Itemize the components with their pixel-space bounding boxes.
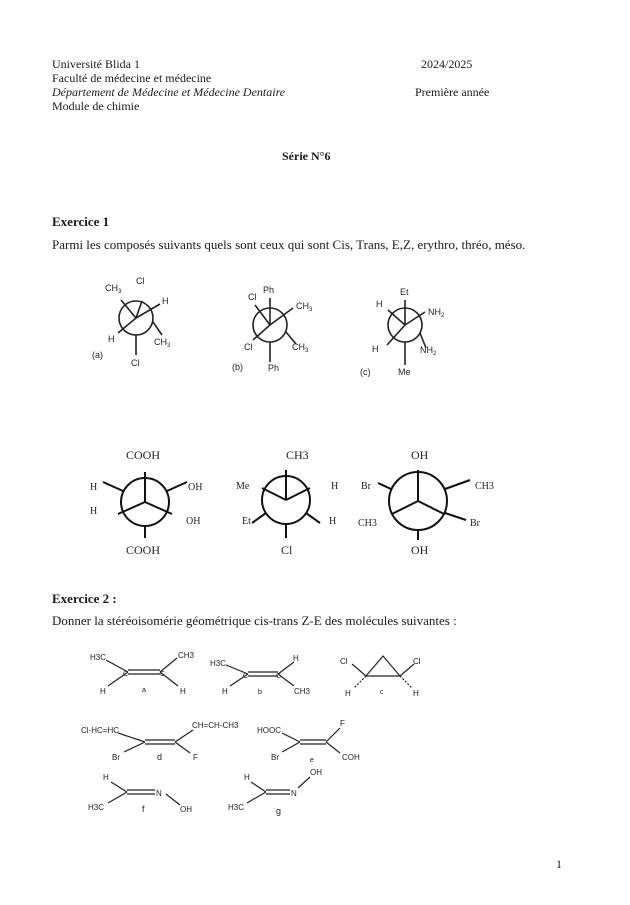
b-ph-top-label: Ph	[263, 285, 275, 295]
molecule-d	[118, 730, 193, 753]
d-left-top-label: H	[90, 482, 98, 493]
mol-a-bl: H	[100, 687, 106, 696]
molecule-c	[352, 656, 414, 688]
newman-projection-d	[103, 472, 187, 538]
academic-year: 2024/2025	[421, 57, 473, 71]
mol-g-caption: g	[276, 806, 282, 816]
exercise-1-question: Parmi les composés suivants quels sont ceux qui sont Cis, Trans, E,Z, erythro, thréo, méso.	[52, 237, 526, 252]
e-left-top-label: Me	[236, 481, 250, 492]
molecule-b	[226, 662, 294, 686]
a-h-left-label: H	[108, 334, 115, 344]
b-ch3-right-label: $CH_3$	[296, 301, 313, 313]
module-name: Module de chimie	[52, 99, 140, 113]
mol-e-caption: e	[310, 757, 314, 764]
faculty-name: Faculté de médecine et médecine	[52, 71, 212, 85]
mol-c-r: Cl	[413, 657, 421, 666]
mol-b-bl: H	[222, 687, 228, 696]
b-ch3-bottom-label: $CH_3$	[292, 342, 309, 354]
mol-f-ch3: H3C	[88, 803, 105, 812]
mol-d-br: F	[193, 753, 198, 762]
d-left-bottom-label: H	[90, 506, 98, 517]
a-cl-top-label: Cl	[136, 276, 145, 286]
mol-g-h: H	[244, 773, 250, 782]
d-bottom-label: COOH	[126, 543, 161, 557]
f-bottom-label: OH	[411, 543, 429, 557]
mol-a-c1: C	[123, 671, 129, 678]
mol-b-caption: b	[258, 689, 262, 696]
a-h-right-label: H	[162, 296, 169, 306]
mol-e-br: COH	[342, 753, 360, 762]
molecule-a	[106, 658, 178, 686]
a-caption: (a)	[92, 350, 103, 360]
b-ph-bottom-label: Ph	[268, 363, 280, 373]
mol-b-c2: C	[276, 673, 282, 680]
c-nh2-top-label: $NH_2$	[428, 307, 445, 319]
mol-a-tl: H3C	[90, 653, 107, 662]
mol-c-l: Cl	[340, 657, 348, 666]
mol-b-tr: H	[293, 654, 299, 663]
mol-d-tl: Cl-HC=HC	[81, 726, 119, 735]
mol-b-tl: H3C	[210, 659, 227, 668]
mol-c-bl: H	[345, 689, 351, 698]
a-ch3-label: $CH_3$	[105, 283, 122, 295]
e-bottom-label: Cl	[281, 543, 293, 557]
mol-g-n: N	[291, 789, 297, 798]
mol-d-bl: Br	[112, 753, 120, 762]
d-top-label: COOH	[126, 448, 161, 462]
c-caption: (c)	[360, 367, 371, 377]
mol-e-tr: F	[340, 719, 345, 728]
series-title: Série N°6	[282, 149, 331, 163]
f-left-bottom-label: CH3	[358, 518, 377, 529]
university-name: Université Blida 1	[52, 57, 140, 71]
e-left-bottom-label: Et	[242, 516, 251, 527]
a-ch3-bottom-label: $CH_3$	[154, 337, 171, 349]
mol-f-caption: f	[142, 804, 145, 814]
c-nh2-bottom-label: $NH_2$	[420, 345, 437, 357]
exercise-1-heading: Exercice 1	[52, 214, 110, 229]
c-h-bottom-label: H	[372, 344, 379, 354]
mol-e-bl: Br	[271, 753, 279, 762]
newman-projection-c	[387, 300, 426, 365]
molecule-e	[282, 728, 340, 753]
mol-f-oh: OH	[180, 805, 192, 814]
c-me-label: Me	[398, 367, 411, 377]
mol-a-br: H	[180, 687, 186, 696]
c-h-top-label: H	[376, 299, 383, 309]
mol-a-tr: CH3	[178, 651, 195, 660]
mol-f-n: N	[156, 789, 162, 798]
mol-b-c1: C	[243, 673, 249, 680]
newman-projection-b	[253, 298, 296, 362]
b-caption: (b)	[232, 362, 243, 372]
f-top-label: OH	[411, 448, 429, 462]
c-et-label: Et	[400, 287, 409, 297]
study-level: Première année	[415, 85, 490, 99]
molecule-f	[108, 782, 180, 805]
f-right-top-label: CH3	[475, 481, 494, 492]
a-cl-bottom-label: Cl	[131, 358, 140, 368]
e-top-label: CH3	[286, 448, 309, 462]
mol-d-tr: CH=CH-CH3	[192, 721, 239, 730]
newman-projection-e	[252, 470, 320, 538]
mol-g-oh: OH	[310, 768, 322, 777]
mol-a-caption: a	[142, 687, 146, 694]
e-right-top-label: H	[331, 481, 339, 492]
mol-c-br: H	[413, 689, 419, 698]
d-right-top-label: OH	[188, 482, 203, 493]
exercise-2-heading: Exercice 2 :	[52, 591, 117, 606]
page-number: 1	[556, 857, 562, 871]
mol-f-h: H	[103, 773, 109, 782]
d-right-bottom-label: OH	[186, 516, 201, 527]
mol-b-br: CH3	[294, 687, 311, 696]
mol-g-ch3: H3C	[228, 803, 245, 812]
e-right-bottom-label: H	[329, 516, 337, 527]
mol-c-caption: c	[380, 689, 384, 696]
newman-projection-f	[378, 470, 470, 540]
f-left-top-label: Br	[361, 481, 371, 492]
b-cl-bottom-label: Cl	[244, 342, 253, 352]
molecule-g	[247, 777, 310, 803]
mol-e-tl: HOOC	[257, 726, 281, 735]
mol-a-c2: C	[160, 671, 166, 678]
department-name: Département de Médecine et Médecine Dentaire	[52, 85, 286, 99]
f-right-bottom-label: Br	[470, 518, 480, 529]
b-cl-left-label: Cl	[248, 292, 257, 302]
mol-d-caption: d	[157, 752, 163, 762]
exercise-2-question: Donner la stéréoisomérie géométrique cis-trans Z-E des molécules suivantes :	[52, 613, 457, 628]
